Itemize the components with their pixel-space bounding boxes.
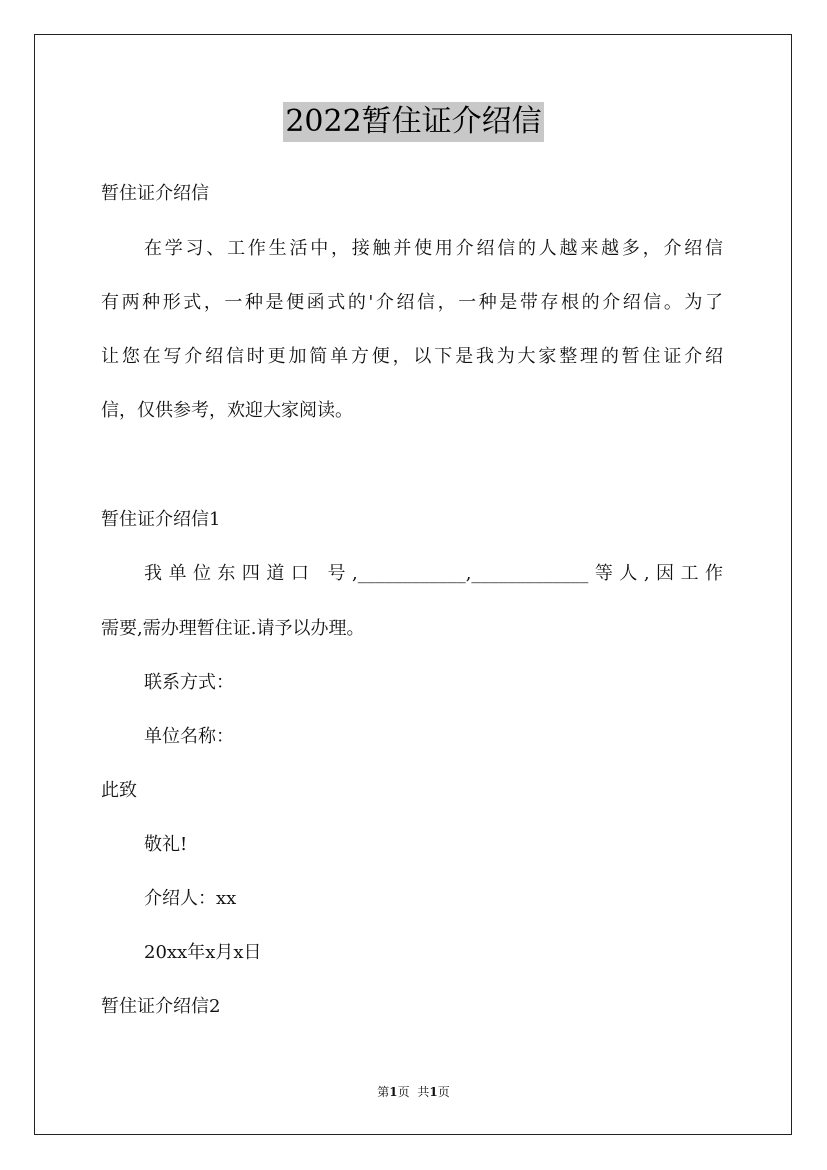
contact-label: 联系方式： (144, 672, 234, 693)
closing-greeting: 此致 (101, 780, 137, 801)
introducer-line: 介绍人：xx (144, 888, 237, 909)
document-title-text: 2022暂住证介绍信 (283, 102, 543, 142)
unit-name-label: 单位名称： (144, 726, 234, 747)
footer-total-prefix: 共 (417, 1085, 430, 1099)
intro-heading: 暂住证介绍信 (101, 183, 209, 204)
footer-page-number: 1 (389, 1085, 398, 1099)
intro-line-4: 信，仅供参考，欢迎大家阅读。 (101, 400, 353, 421)
date-line: 20xx年x月x日 (144, 942, 262, 963)
intro-line-2: 有两种形式，一种是便函式的'介绍信，一种是带存根的介绍信。为了 (101, 292, 723, 313)
footer-page-suffix: 页 (397, 1085, 410, 1099)
letter2-heading: 暂住证介绍信2 (101, 996, 221, 1017)
footer-total-number: 1 (429, 1085, 438, 1099)
intro-line-1: 在学习、工作生活中，接触并使用介绍信的人越来越多，介绍信 (144, 238, 723, 259)
intro-line-3: 让您在写介绍信时更加简单方便，以下是我为大家整理的暂住证介绍 (101, 346, 723, 367)
footer-total-suffix: 页 (437, 1085, 450, 1099)
letter1-body-line-2: 需要,需办理暂住证.请予以办理。 (101, 618, 365, 639)
page-footer (0, 1084, 827, 1100)
closing-salute: 敬礼! (144, 834, 188, 855)
document-title (0, 102, 827, 142)
letter1-body-line-1: 我单位东四道口 号,____________,_____________等人,因工作 (144, 563, 723, 584)
letter1-heading: 暂住证介绍信1 (101, 509, 221, 530)
footer-page-prefix: 第 (377, 1085, 390, 1099)
